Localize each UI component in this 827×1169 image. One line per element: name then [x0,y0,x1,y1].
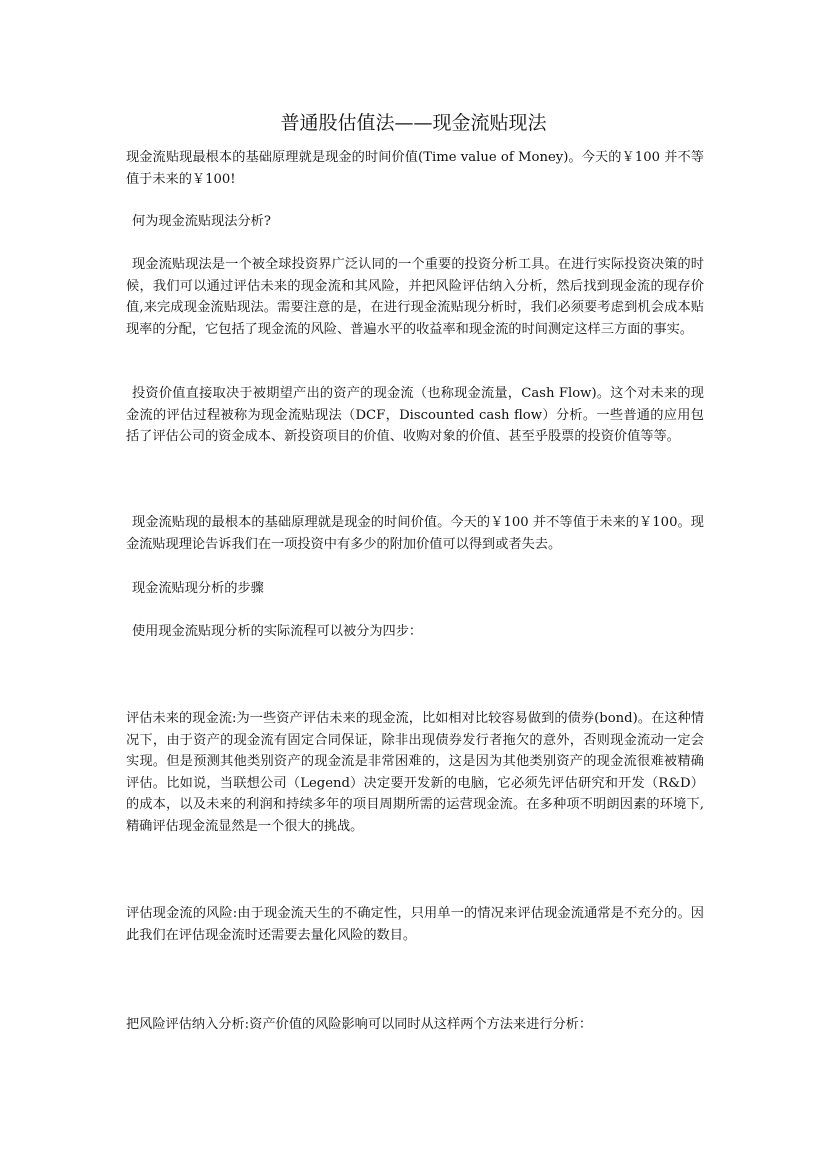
paragraph-intro: 现金流贴现最根本的基础原理就是现金的时间价值(Time value of Money)。今天的￥100 并不等值于未来的￥100! [126,150,704,187]
paragraph-four-steps: 使用现金流贴现分析的实际流程可以被分为四步： [132,624,423,639]
heading-dcf-steps: 现金流贴现分析的步骤 [132,581,264,596]
paragraph-dcf-definition: 现金流贴现法是一个被全球投资界广泛认同的一个重要的投资分析工具。在进行实际投资决策的时候，我们可以通过评估未来的现金流和其风险，并把风险评估纳入分析，然后找到现金流的现存价值,来完成现金流贴现法。需要注意的是，在进行现金流贴现分析时，我们必须要考虑到机会成本贴现率的分配，它包括了现金流的风险、普遍水平的收益率和现金流的时间测定这样三方面的事实。 [126,257,704,337]
paragraph-investment-value: 投资价值直接取决于被期望产出的资产的现金流（也称现金流量，Cash Flow)。这个对未来的现金流的评估过程被称为现金流贴现法（DCF，Discounted cash flow）分析。一些普通的应用包括了评估公司的资金成本、新投资项目的价值、收购对象的价值、甚至乎股票的投资价值等等。 [126,386,704,445]
paragraph-step-estimate-cashflow: 评估未来的现金流:为一些资产评估未来的现金流，比如相对比较容易做到的债券(bond)。在这种情况下，由于资产的现金流有固定合同保证，除非出现债券发行者拖欠的意外，否则现金流动一定会实现。但是预测其他类别资产的现金流是非常困难的，这是因为其他类别资产的现金流很难被精确评估。比如说，当联想公司（Legend）决定要开发新的电脑，它必须先评估研究和开发（R&D）的成本，以及未来的利润和持续多年的项目周期所需的运营现金流。在多种项不明朗因素的环境下, 精确评估现金流显然是一个很大的挑战。 [126,711,704,834]
document-title: 普通股估值法——现金流贴现法 [280,112,547,134]
paragraph-time-value: 现金流贴现的最根本的基础原理就是现金的时间价值。今天的￥100 并不等值于未来的￥100。现金流贴现理论告诉我们在一项投资中有多少的附加价值可以得到或者失去。 [126,515,704,552]
heading-what-is-dcf: 何为现金流贴现法分析? [132,214,271,229]
paragraph-step-include-risk: 把风险评估纳入分析:资产价值的风险影响可以同时从这样两个方法来进行分析： [126,1017,593,1032]
paragraph-step-assess-risk: 评估现金流的风险:由于现金流天生的不确定性，只用单一的情况来评估现金流通常是不充分的。因此我们在评估现金流时还需要去量化风险的数目。 [126,906,704,943]
